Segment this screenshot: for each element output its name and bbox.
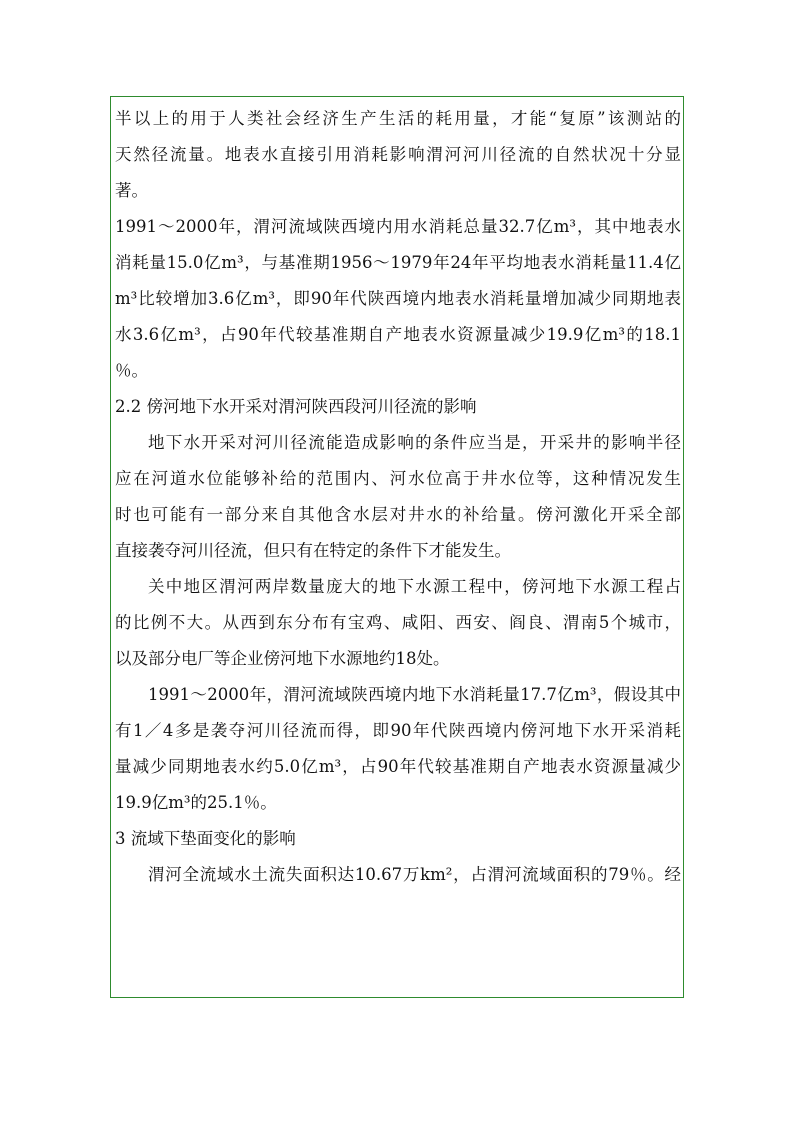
text-line: 消耗量15.0亿m³，与基准期1956～1979年24年平均地表水消耗量11.4亿 bbox=[115, 253, 681, 272]
text-line: 天然径流量。地表水直接引用消耗影响渭河河川径流的自然状况十分显 bbox=[115, 145, 681, 164]
text-line: 应在河道水位能够补给的范围内、河水位高于井水位等，这种情况发生 bbox=[115, 469, 681, 488]
text-line: 水3.6亿m³，占90年代较基准期自产地表水资源量减少19.9亿m³的18.1 bbox=[115, 325, 681, 344]
text-line: 直接袭夺河川径流，但只有在特定的条件下才能发生。 bbox=[115, 541, 511, 560]
text-line: 有1／4多是袭夺河川径流而得，即90年代陕西境内傍河地下水开采消耗 bbox=[115, 721, 681, 740]
text-line: 1991～2000年，渭河流域陕西境内用水消耗总量32.7亿m³，其中地表水 bbox=[115, 217, 681, 236]
text-line: 著。 bbox=[115, 181, 148, 200]
section-heading: 3 流域下垫面变化的影响 bbox=[115, 829, 296, 848]
text-line: 1991～2000年，渭河流域陕西境内地下水消耗量17.7亿m³，假设其中 bbox=[148, 685, 681, 704]
text-line: 19.9亿m³的25.1％。 bbox=[115, 793, 277, 812]
section-heading: 2.2 傍河地下水开采对渭河陕西段河川径流的影响 bbox=[115, 397, 477, 416]
text-line: 以及部分电厂等企业傍河地下水源地约18处。 bbox=[115, 649, 450, 668]
text-line: 时也可能有一部分来自其他含水层对井水的补给量。傍河激化开采全部 bbox=[115, 505, 681, 524]
text-line: 地下水开采对河川径流能造成影响的条件应当是，开采井的影响半径 bbox=[148, 433, 681, 452]
text-line: 量减少同期地表水约5.0亿m³，占90年代较基准期自产地表水资源量减少 bbox=[115, 757, 681, 776]
text-line: 半以上的用于人类社会经济生产生活的耗用量，才能“复原”该测站的 bbox=[115, 109, 681, 128]
text-line: 渭河全流域水土流失面积达10.67万km²，占渭河流域面积的79％。经 bbox=[148, 865, 681, 884]
text-line: ％。 bbox=[115, 361, 148, 380]
text-line: 的比例不大。从西到东分布有宝鸡、咸阳、西安、阎良、渭南5个城市， bbox=[115, 613, 681, 632]
text-line: m³比较增加3.6亿m³，即90年代陕西境内地表水消耗量增加减少同期地表 bbox=[115, 289, 681, 308]
document-body bbox=[115, 101, 681, 893]
text-line: 关中地区渭河两岸数量庞大的地下水源工程中，傍河地下水源工程占 bbox=[148, 577, 681, 596]
